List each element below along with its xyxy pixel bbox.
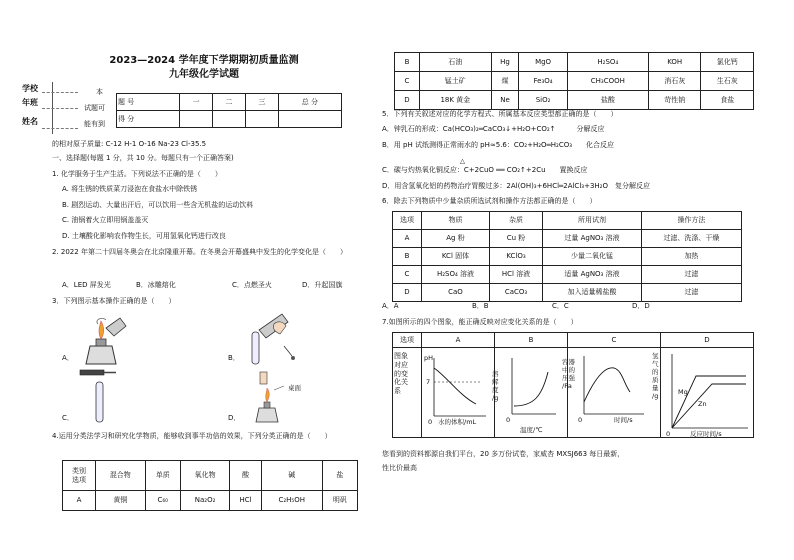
q4-cell: 食盐: [701, 91, 754, 110]
score-table: [116, 93, 342, 128]
q4-cell: HCl: [230, 491, 261, 511]
q1-option-a: A. 将生锈的铁质菜刀浸泡在食盐水中除铁锈: [62, 185, 198, 193]
graph-d-series-label: Mg: [678, 388, 688, 396]
score-cell[interactable]: [180, 111, 213, 128]
seal-note: 试题可: [84, 104, 105, 112]
q6-answer-c: C．C: [552, 302, 569, 310]
graph-c-ylabel: 压强: [562, 374, 575, 382]
q1-stem: 1. 化学服务于生产生活。下列说法不正确的是（ ）: [52, 170, 222, 178]
q4-header-cell: 混合物: [96, 461, 146, 491]
q4-cell: A: [63, 491, 96, 511]
footer-line: 性比价最高: [382, 464, 417, 472]
score-header: 题 号: [117, 94, 180, 111]
q6-cell: Cu 粉: [489, 230, 542, 248]
q7-header-cell: B: [495, 333, 568, 348]
q4-cell: Hg: [491, 53, 519, 72]
q4-header-cell: 盐: [322, 461, 357, 491]
q2-option-c: C．点燃圣火: [232, 281, 272, 289]
q4-table-continued: [394, 52, 754, 110]
graph-b-curve: [514, 372, 548, 406]
graph-b-ylabel: 度: [492, 386, 499, 394]
footer-line: 您看到的资料都源自我们平台，20 多万份试卷，家威杏 MXSJ663 每日最新，: [382, 450, 625, 458]
q2-option-a: A．LED 屏发光: [62, 281, 111, 289]
q6-cell: 过滤: [641, 266, 741, 284]
q4-cell: 氯化钙: [701, 53, 754, 72]
q7-header-cell: D: [661, 333, 754, 348]
q6-cell: D: [393, 284, 422, 302]
graph-c-curve: [584, 368, 630, 402]
q6-cell: 过量 AgNO₃ 溶液: [543, 230, 642, 248]
q6-header-cell: 操作方法: [641, 212, 741, 230]
q6-answer-d: D．D: [632, 302, 650, 310]
graph-b-origin: 0: [506, 416, 511, 424]
q4-header-cell: 单质: [145, 461, 180, 491]
q6-cell: CaO: [422, 284, 490, 302]
q6-cell: 过滤、洗涤、干燥: [641, 230, 741, 248]
q6-cell: 少量二氧化锰: [543, 248, 642, 266]
q3-label-d: D．: [228, 414, 241, 422]
score-cell[interactable]: [278, 111, 341, 128]
q6-cell: 适量 AgNO₃ 溶液: [543, 266, 642, 284]
q4-cell: 锰土矿: [420, 72, 492, 91]
graph-b-xlabel: 温度/℃: [520, 426, 543, 434]
q1-option-d: D. 土壤酸化影响农作物生长，可用氢氧化钙进行改良: [62, 232, 226, 240]
q1-option-c: C. 油锅着火立即用锅盖盖灭: [62, 216, 149, 224]
q2-option-d: D．升起国旗: [302, 281, 343, 289]
q6-cell: C: [393, 266, 422, 284]
q6-answer-a: A．A: [382, 302, 399, 310]
score-cell[interactable]: [213, 111, 246, 128]
score-header: 二: [213, 94, 246, 111]
q6-answer-b: B．B: [472, 302, 489, 310]
q5-option-c: C．碳与灼热氧化铜反应：C+2CuO ══ CO₂↑+2Cu 置换反应: [382, 166, 588, 174]
graph-b: [490, 350, 560, 436]
q4-cell: 消石灰: [648, 72, 701, 91]
q6-cell: 加入适量稀盐酸: [543, 284, 642, 302]
score-header: 三: [245, 94, 278, 111]
q4-table: [62, 460, 358, 511]
q6-header-cell: 所用试剂: [543, 212, 642, 230]
q4-cell: SiO₂: [519, 91, 567, 110]
graph-b-ylabel: 溶: [492, 370, 499, 378]
q5-reaction-condition: △: [460, 157, 465, 165]
q2-stem: 2. 2022 年第二十四届冬奥会在北京隆重开幕。在冬奥会开幕盛典中发生的化学变化是（ ）: [52, 248, 347, 256]
graph-d-ylabel: /g: [652, 392, 659, 400]
exam-subtitle: 九年级化学试题: [169, 69, 239, 80]
q4-cell: MgO: [519, 53, 567, 72]
q6-cell: KCl 固体: [422, 248, 490, 266]
q6-header-cell: 物质: [422, 212, 490, 230]
q7-stem: 7.如图所示的四个图象，能正确反映对应变化关系的是（ ）: [382, 318, 578, 326]
q4-cell: 明矾: [322, 491, 357, 511]
graph-a-curve: [434, 368, 476, 404]
graph-c-origin: 0: [578, 416, 583, 424]
q4-header-cell: 酸: [230, 461, 261, 491]
q4-cell: C₆₀: [145, 491, 180, 511]
q3-label-a: A．: [62, 354, 74, 362]
seal-note: 本: [96, 88, 103, 96]
heating-illustration: [244, 368, 304, 426]
q7-row-label: 图象 对应 的变 化关 系: [393, 348, 422, 438]
q4-cell: B: [395, 53, 420, 72]
q1-option-b: B. 剧烈运动、大量出汗后，可以饮用一些含无机盐的运动饮料: [62, 201, 254, 209]
q4-cell: H₂SO₄: [567, 53, 648, 72]
q5-option-d: D．用含氢氧化铝的药物治疗胃酸过多：2Al(OH)₃+6HCl═2AlCl₃+3H₂O 复分解反应: [382, 182, 650, 190]
q7-header-cell: C: [568, 333, 661, 348]
q6-stem: 6．除去下列物质中少量杂质所选试剂和操作方法都正确的是（ ）: [382, 197, 597, 205]
info-underline: [42, 108, 78, 110]
graph-b-ylabel: /g: [492, 394, 499, 402]
graph-d-origin: 0: [666, 430, 671, 438]
q6-cell: B: [393, 248, 422, 266]
q4-cell: 盐酸: [567, 91, 648, 110]
q7-header-cell: 选项: [393, 333, 422, 348]
q6-header-cell: 杂质: [489, 212, 542, 230]
q4-cell: 石油: [420, 53, 492, 72]
graph-a-tick: 7: [426, 378, 431, 386]
graph-c-xlabel: 时间/s: [614, 416, 633, 424]
q6-cell: 加热: [641, 248, 741, 266]
section-heading: 一、选择题(每题 1 分，共 10 分。每题只有一个正确答案): [52, 154, 234, 162]
graph-c-ylabel: /Pa: [562, 382, 572, 390]
graph-a: [420, 350, 490, 430]
q3-stem: 3．下列图示基本操作正确的是（ ）: [52, 297, 176, 305]
dropper-illustration: [78, 368, 138, 428]
graph-d-xlabel: 反应时间/s: [690, 430, 722, 438]
graph-d-ylabel: 量: [652, 384, 659, 392]
q4-cell: 煤: [491, 72, 519, 91]
q4-cell: 黄铜: [96, 491, 146, 511]
graph-c-ylabel: 容器: [562, 358, 575, 366]
graph-d-ylabel: 的: [652, 368, 659, 376]
q6-cell: CaCO₃: [489, 284, 542, 302]
alcohol-lamp-illustration: [76, 312, 136, 370]
q4-cell: KOH: [648, 53, 701, 72]
q2-option-b: B．冰雕熔化: [136, 281, 176, 289]
q6-table: [392, 211, 742, 302]
atomic-masses: 的相对原子质量: C-12 H-1 O-16 Na-23 Cl-35.5: [52, 140, 207, 148]
q6-cell: A: [393, 230, 422, 248]
graph-d-series-label: Zn: [698, 400, 707, 408]
score-row-label: 得 分: [117, 111, 180, 128]
q5-option-b: B．用 pH 试纸测得正常雨水的 pH≈5.6：CO₂+H₂O═H₂CO₃ 化合反应: [382, 141, 615, 149]
class-label: 年班: [22, 98, 38, 107]
q4-cell: 生石灰: [701, 72, 754, 91]
q3-label-b: B．: [228, 354, 240, 362]
q4-cell: C₂H₅OH: [261, 491, 322, 511]
q4-stem: 4.运用分类法学习和研究化学物质，能够收到事半功倍的效果，下列分类正确的是（ ）: [52, 432, 332, 440]
q4-header-cell: 氧化物: [180, 461, 230, 491]
q4-cell: 苛性钠: [648, 91, 701, 110]
graph-c-ylabel: 中的: [562, 366, 575, 374]
q4-cell: Fe₃O₄: [519, 72, 567, 91]
graph-b-ylabel: 解: [492, 378, 499, 386]
q6-header-cell: 选项: [393, 212, 422, 230]
graph-a-origin: 0: [428, 418, 433, 426]
graph-d-ylabel: 氢: [652, 352, 659, 360]
q4-cell: Na₂O₂: [180, 491, 230, 511]
q7-header-cell: A: [422, 333, 495, 348]
q4-cell: Ne: [491, 91, 519, 110]
graph-d-ylabel: 气: [652, 360, 659, 368]
school-label: 学校: [22, 84, 38, 93]
seal-note: 能有到: [84, 120, 105, 128]
q6-cell: Ag 粉: [422, 230, 490, 248]
q5-stem: 5．下列有关叙述对应的化学方程式、所属基本反应类型都正确的是（ ）: [382, 110, 618, 118]
score-header: 总 分: [278, 94, 341, 111]
q3-label-c: C．: [62, 414, 74, 422]
score-cell[interactable]: [245, 111, 278, 128]
exam-title: 2023—2024 学年度下学期期初质量监测: [109, 55, 299, 66]
q6-cell: H₂SO₄ 溶液: [422, 266, 490, 284]
score-header: 一: [180, 94, 213, 111]
graph-d-ylabel: 质: [652, 376, 659, 384]
graph-c: [560, 350, 650, 430]
q6-cell: 过滤: [641, 284, 741, 302]
info-underline: [42, 128, 78, 130]
q4-cell: CH₃COOH: [567, 72, 648, 91]
graph-d: [650, 350, 754, 440]
desk-surface-label: 桌面: [288, 384, 301, 392]
graph-a-ylabel: pH: [424, 354, 434, 362]
name-label: 姓名: [22, 117, 38, 126]
graph-a-xlabel: 水的体积/mL: [438, 418, 477, 426]
q6-cell: HCl 溶液: [489, 266, 542, 284]
test-tube-pouring-illustration: [244, 312, 304, 372]
q4-cell: C: [395, 72, 420, 91]
q4-header-cell: 类别 选项: [63, 461, 96, 491]
q4-header-cell: 碱: [261, 461, 322, 491]
q5-option-a: A．钟乳石的形成：Ca(HCO₃)₂═CaCO₃↓+H₂O+CO₂↑ 分解反应: [382, 125, 605, 133]
q4-cell: 18K 黄金: [420, 91, 492, 110]
q4-cell: D: [395, 91, 420, 110]
q6-cell: KClO₃: [489, 248, 542, 266]
info-underline: [42, 92, 78, 94]
